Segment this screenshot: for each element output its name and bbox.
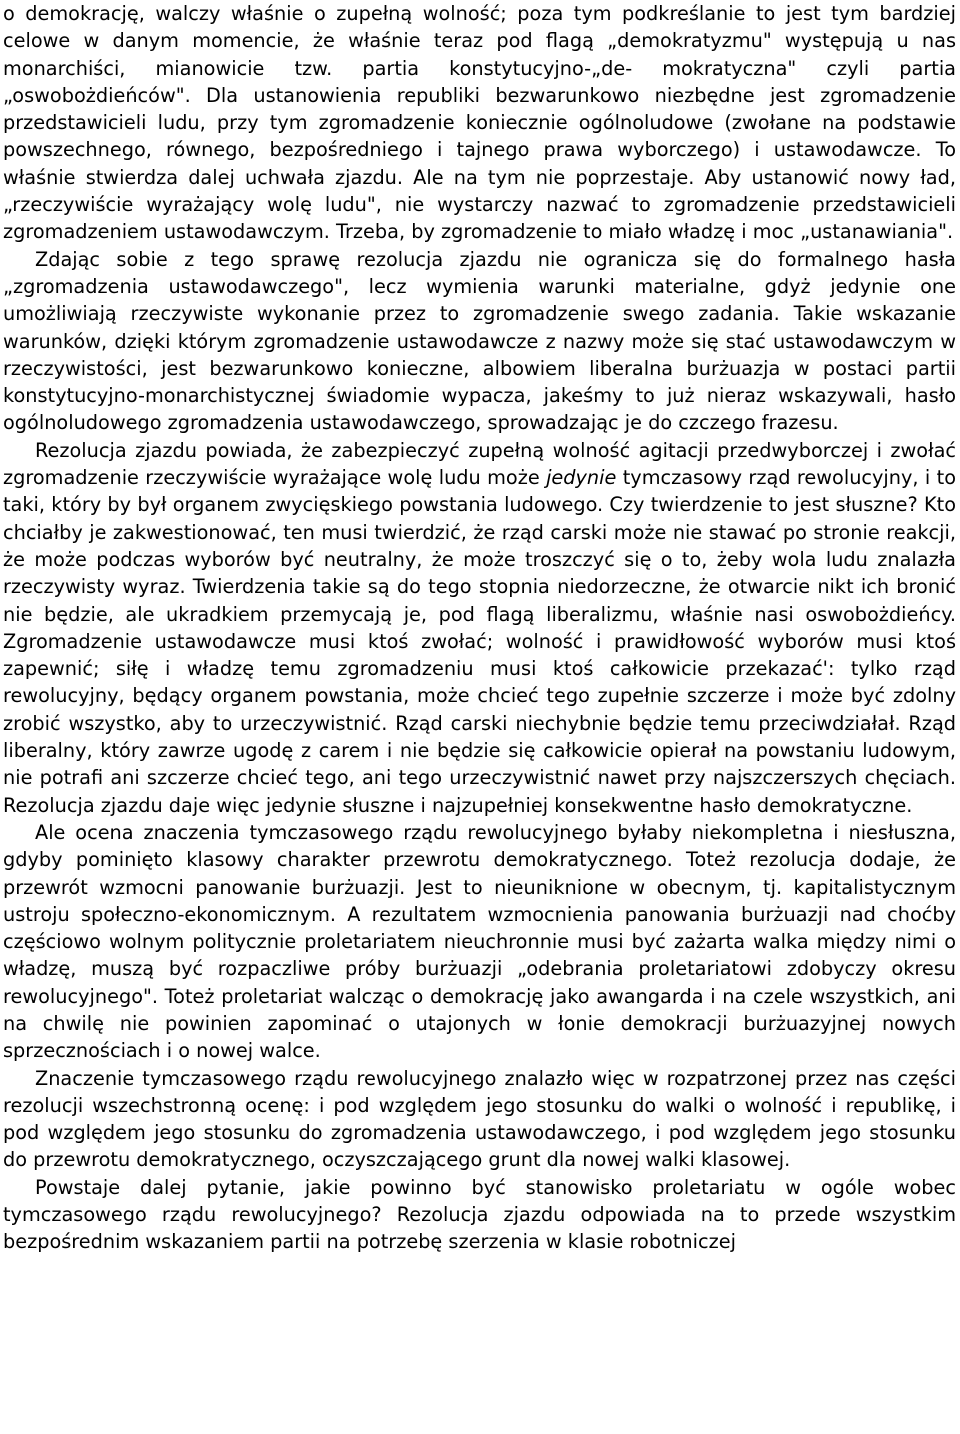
paragraph-2-text: Zdając sobie z tego sprawę rezolucja zjazdu nie ogranicza się do formalnego hasła „zgromadzenia ustawodawczego", lecz wymienia warunki materialne, gdyż jedynie one umożliwiają rzeczywiste wykonanie przez to zgromadzenie swego zadania. Takie wskazanie warunków, dzięki którym zgromadzenie ustawodawcze z nazwy może się stać ustawodawczym w rzeczywistości, jest bezwarunkowo konieczne, albowiem liberalna burżuazja w postaci partii konstytucyjno-monarchistycznej świadomie wypacza, jakeśmy to już nieraz wskazywali, hasło ogólnoludowego zgromadzenia ustawodawczego, sprowadzając je do czczego frazesu.: [3, 247, 956, 435]
paragraph-1: [3, 0, 956, 246]
paragraph-5-text: Znaczenie tymczasowego rządu rewolucyjnego znalazło więc w rozpatrzonej przez nas części rezolucji wszechstronną ocenę: i pod względem jego stosunku do walki o wolność i republikę, i pod względem jego stosunku do zgromadzenia ustawodawczego, i pod względem jego stosunku do przewrotu demokratycznego, oczyszczającego grunt dla nowej walki klasowej.: [3, 1066, 956, 1172]
paragraph-4: [3, 819, 956, 1065]
emphasis-jedynie: jedynie: [546, 466, 617, 490]
paragraph-1-text: o demokrację, walczy właśnie o zupełną wolność; poza tym podkreślanie to jest tym bardziej celowe w danym momencie, że właśnie teraz pod flagą „demokratyzmu" występują u nas monarchiści, mianowicie tzw. partia konstytucyjno-„de- mokratyczna" czyli partia „oswobożdieńców". Dla ustanowienia republiki bezwarunkowo niezbędne jest zgromadzenie przedstawicieli ludu, przy tym zgromadzenie koniecznie ogólnoludowe (zwołane na podstawie powszechnego, równego, bezpośredniego i tajnego prawa wyborczego) i ustawodawcze. To właśnie stwierdza dalej uchwała zjazdu. Ale na tym nie poprzestaje. Aby ustanowić nowy ład, „rzeczywiście wyrażający wolę ludu", nie wystarczy nazwać to zgromadzenie przedstawicieli zgromadzeniem ustawodawczym. Trzeba, by zgromadzenie to miało władzę i moc „ustanawiania".: [3, 2, 956, 244]
paragraph-6-text: Powstaje dalej pytanie, jakie powinno być stanowisko proletariatu w ogóle wobec tymczasowego rządu rewolucyjnego? Rezolucja zjazdu odpowiada na to przede wszystkim bezpośrednim wskazaniem partii na potrzebę szerzenia w klasie robotniczej: [3, 1175, 956, 1254]
paragraph-3-text-rest: tymczasowy rząd rewolucyjny, i to taki, który by był organem zwycięskiego powstania ludowego. Czy twierdzenie to jest słuszne? Kto chciałby je zakwestionować, ten musi twierdzić, że rząd carski może nie stawać po stronie reakcji, że może podczas wyborów być neutralny, że może troszczyć się o to, żeby wola ludu znalazła rzeczywisty wyraz. Twierdzenia takie są do tego stopnia niedorzeczne, że otwarcie nikt ich bronić nie będzie, ale ukradkiem przemycają je, pod flagą liberalizmu, właśnie nasi oswobożdieńcy. Zgromadzenie ustawodawcze musi ktoś zwołać; wolność i prawidłowość wyborów musi ktoś zapewnić; siłę i władzę temu zgromadzeniu musi ktoś całkowicie przekazać': tylko rząd rewolucyjny, będący organem powstania, może chcieć tego zupełnie szczerze i może być zdolny zrobić wszystko, aby to urzeczywistnić. Rząd carski niechybnie będzie temu przeciwdziałał. Rząd liberalny, który zawrze ugodę z carem i nie będzie się całkowicie opierał na powstaniu ludowym, nie potrafi ani szczerze chcieć tego, ani tego urzeczywistnić nawet przy najszczerszych chęciach. Rezolucja zjazdu daje więc jedynie słuszne i najzupełniej konsekwentne hasło demokratyczne.: [3, 466, 956, 817]
paragraph-6: [3, 1174, 956, 1256]
paragraph-2: [3, 246, 956, 437]
paragraph-5: [3, 1065, 956, 1174]
paragraph-4-text: Ale ocena znaczenia tymczasowego rządu rewolucyjnego byłaby niekompletna i niesłuszna, gdyby pominięto klasowy charakter przewrotu demokratycznego. Toteż rezolucja dodaje, że przewrót wzmocni panowanie burżuazji. Jest to nieuniknione w obecnym, tj. kapitalistycznym ustroju społeczno-ekonomicznym. A rezultatem wzmocnienia panowania burżuazji nad choćby częściowo wolnym politycznie proletariatem nieuchronnie musi być zażarta walka między nimi o władzę, muszą być rozpaczliwe próby burżuazji „odebrania proletariatowi zdobyczy okresu rewolucyjnego". Toteż proletariat walcząc o demokrację jako awangarda i na czele wszystkich, ani na chwilę nie powinien zapominać o utajonych w łonie demokracji burżuazyjnej nowych sprzecznościach i o nowej walce.: [3, 820, 956, 1063]
paragraph-3: [3, 437, 956, 819]
paragraph-3-text-start: Rezolucja zjazdu powiada, że zabezpieczyć zupełną wolność agitacji przedwyborczej i zwołać zgromadzenie rzeczywiście wyrażające wolę ludu może: [3, 438, 956, 490]
